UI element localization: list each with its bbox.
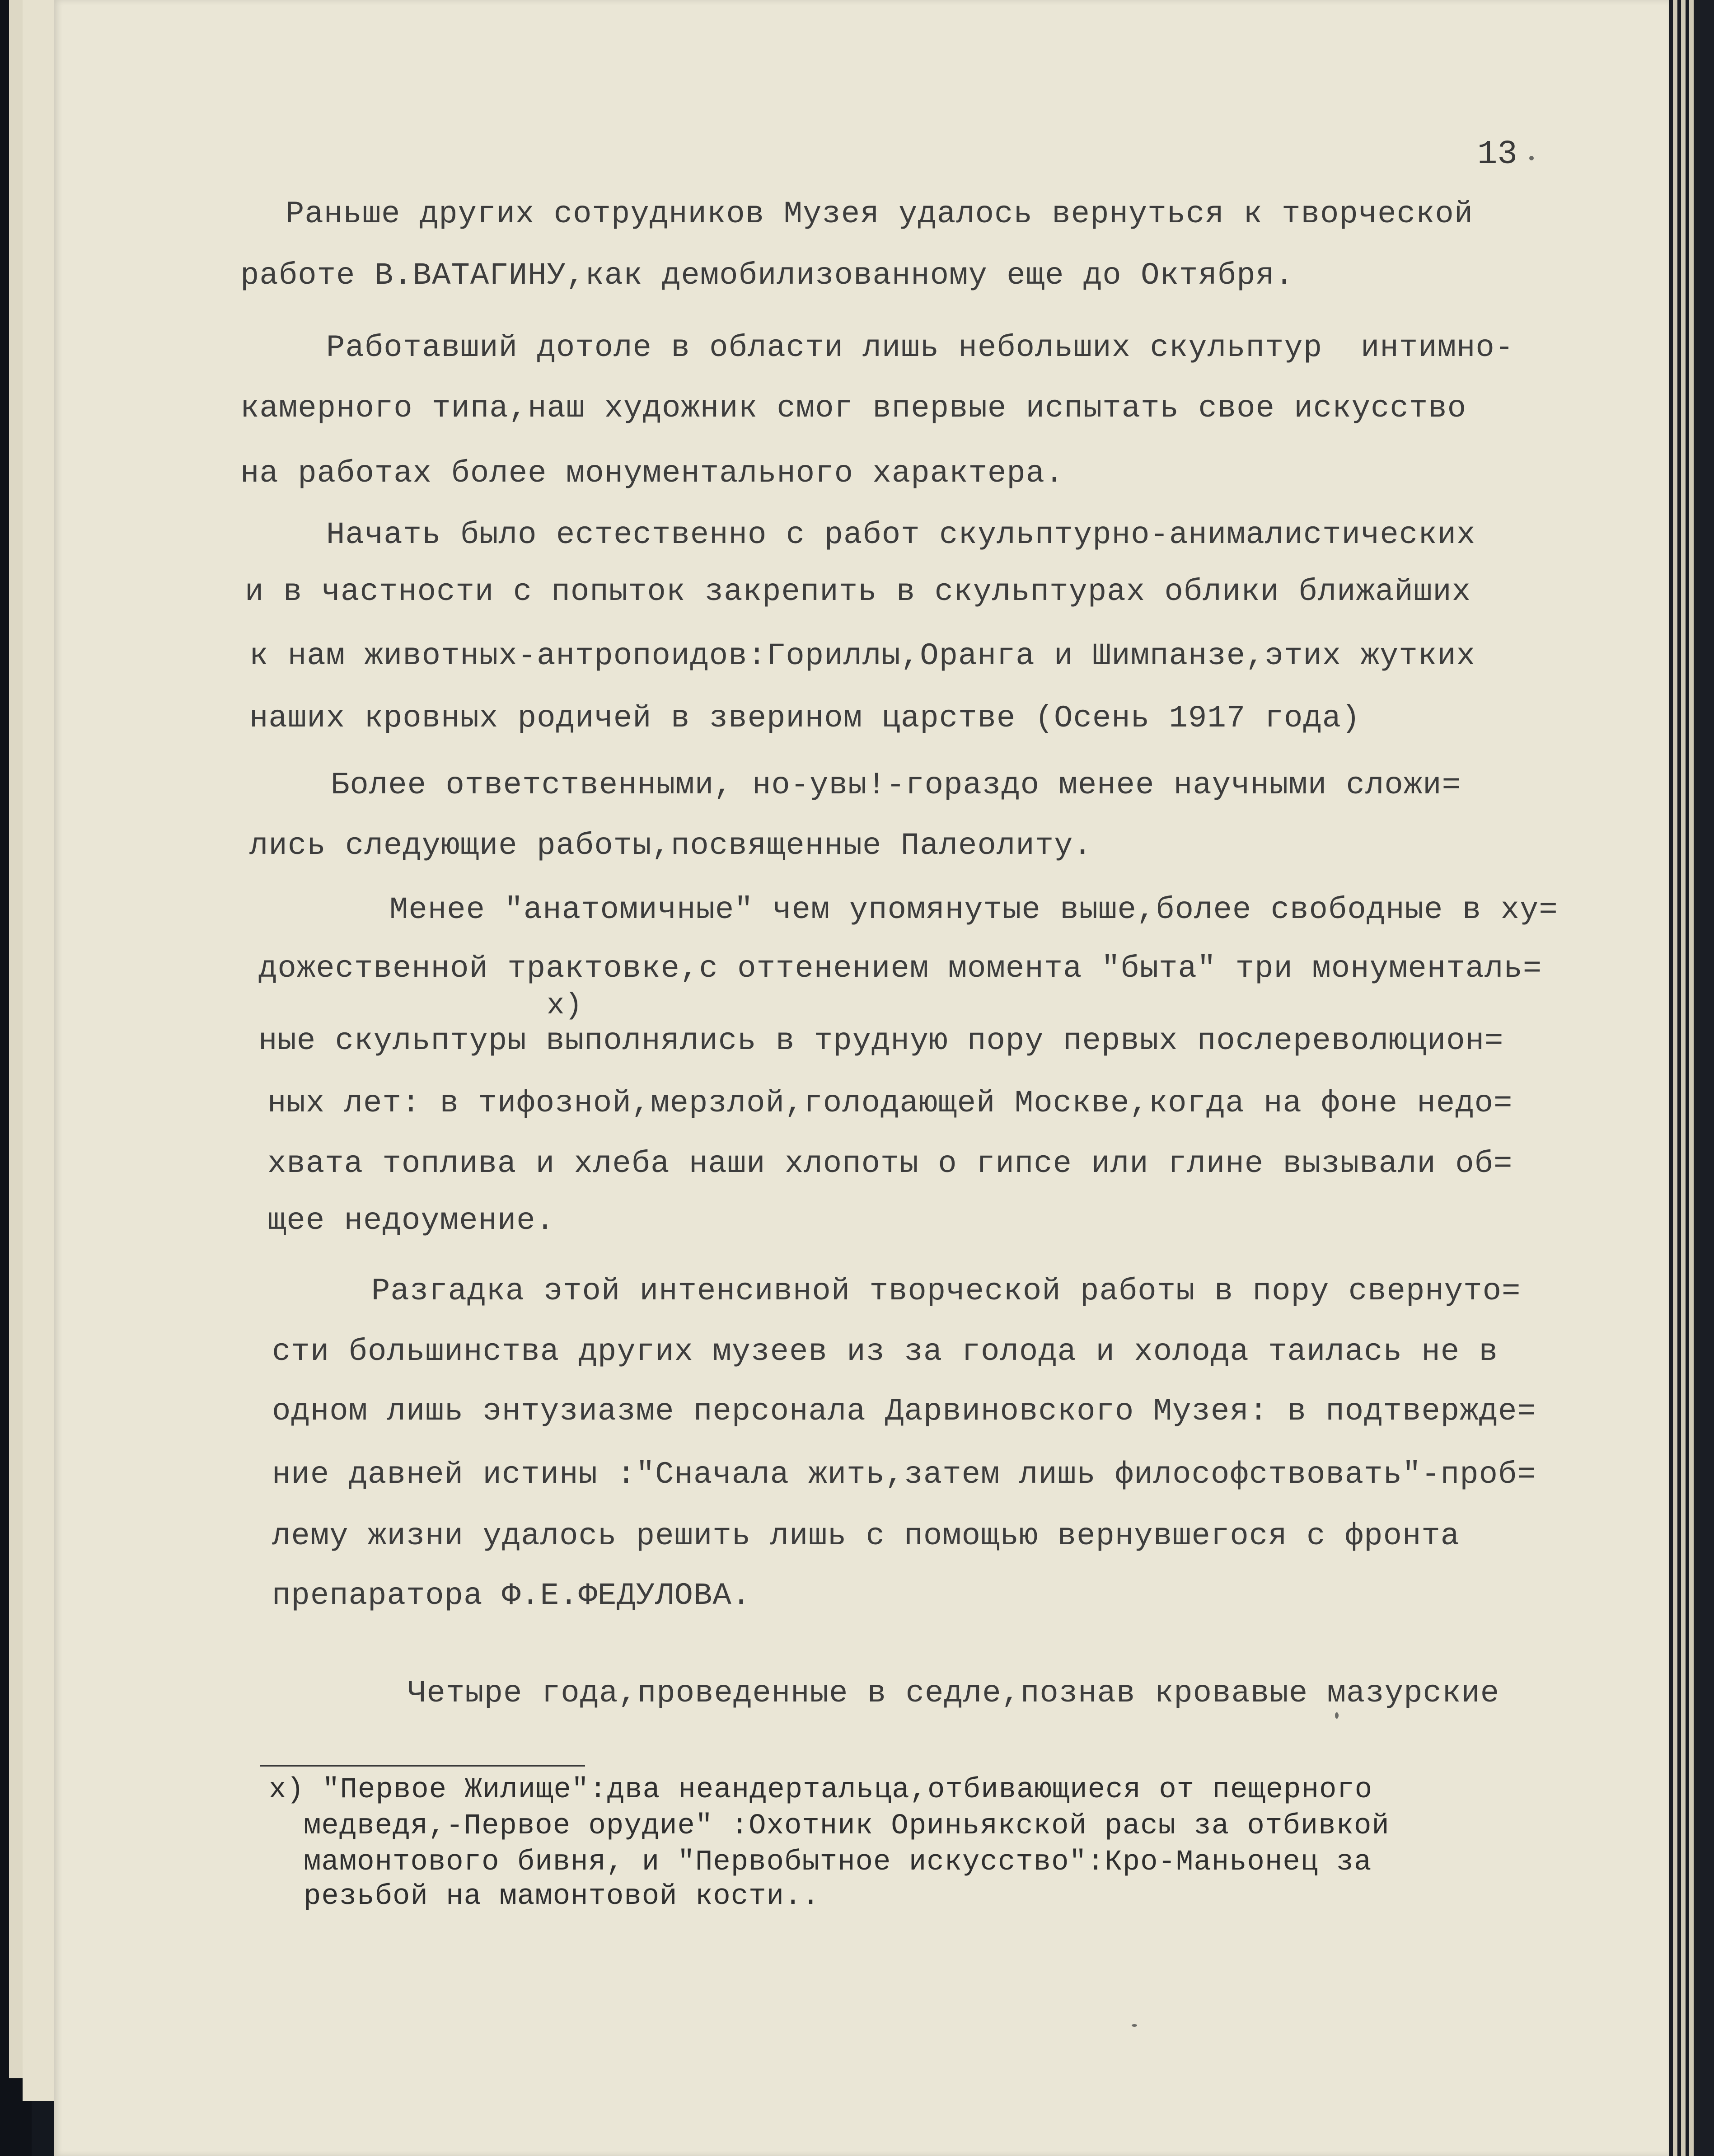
footnote-line: x) "Первое Жилище":два неандертальца,отбивающиеся от пещерного: [269, 1774, 1373, 1806]
paper-speck: [1529, 156, 1534, 160]
text-line: Начать было естественно с работ скульптурно-анималистических: [326, 517, 1476, 553]
text-line: Более ответственными, но-увы!-гораздо менее научными сложи=: [331, 768, 1461, 803]
text-line: Разгадка этой интенсивной творческой работы в пору свернуто=: [371, 1274, 1521, 1309]
stack-sliver: [1689, 0, 1694, 2156]
text-line: Раньше других сотрудников Музея удалось вернуться к творческой: [286, 197, 1474, 232]
text-line: работе В.ВАТАГИНУ,как демобилизованному еще до Октября.: [240, 258, 1294, 293]
page-stack-edge: [1669, 0, 1714, 2156]
text-line: одном лишь энтузиазме персонала Дарвиновского Музея: в подтвержде=: [272, 1394, 1536, 1429]
text-line: лему жизни удалось решить лишь с помощью вернувшегося с фронта: [272, 1519, 1460, 1554]
footnote-line: медведя,-Первое орудие" :Охотник Ориньякской расы за отбивкой: [304, 1810, 1390, 1842]
text-line: хвата топлива и хлеба наши хлопоты о гипсе или глине вызывали об=: [267, 1146, 1513, 1181]
paper-speck: [1132, 2024, 1137, 2027]
text-line: и в частности с попыток закрепить в скульптурах облики ближайших: [245, 574, 1471, 609]
text-line: ные скульптуры выполнялись в трудную пору первых послереволюцион=: [258, 1023, 1504, 1059]
text-line: дожественной трактовке,с оттенением момента "быта" три монументаль=: [258, 951, 1542, 986]
text-line: ных лет: в тифозной,мерзлой,голодающей Москве,когда на фоне недо=: [267, 1086, 1513, 1121]
stack-sliver: [1681, 0, 1686, 2156]
footnote-line: резьбой на мамонтовой кости..: [304, 1880, 820, 1913]
text-line: сти большинства других музеев из за голода и холода таилась не в: [272, 1334, 1499, 1369]
paper-speck: [1335, 1712, 1339, 1719]
text-line: Менее "анатомичные" чем упомянутые выше,более свободные в ху=: [389, 892, 1558, 928]
footnote-separator: [260, 1765, 585, 1767]
text-line: к нам животных-антропоидов:Гориллы,Оранга и Шимпанзе,этих жутких: [249, 638, 1476, 674]
text-line: Работавший дотоле в области лишь небольших скульптур интимно-: [326, 330, 1514, 366]
text-line: ние давней истины :"Сначала жить,затем лишь философствовать"-проб=: [272, 1457, 1536, 1492]
text-line: лись следующие работы,посвященные Палеолиту.: [249, 828, 1092, 863]
text-line: на работах более монументального характера.: [240, 456, 1064, 491]
footnote-line: мамонтового бивня, и "Первобытное искусство":Кро-Маньонец за: [304, 1846, 1372, 1879]
stack-sliver: [1673, 0, 1677, 2156]
footnote-marker: x): [547, 989, 583, 1022]
text-line: Четыре года,проведенные в седле,познав кровавые мазурские: [407, 1676, 1500, 1711]
text-line: щее недоумение.: [267, 1203, 555, 1238]
page-number: 13: [1477, 136, 1517, 173]
text-line: наших кровных родичей в зверином царстве (Осень 1917 года): [249, 701, 1361, 736]
text-line: камерного типа,наш художник смог впервые испытать свое искусство: [240, 391, 1467, 426]
text-line: препаратора Ф.Е.ФЕДУЛОВА.: [272, 1578, 751, 1613]
